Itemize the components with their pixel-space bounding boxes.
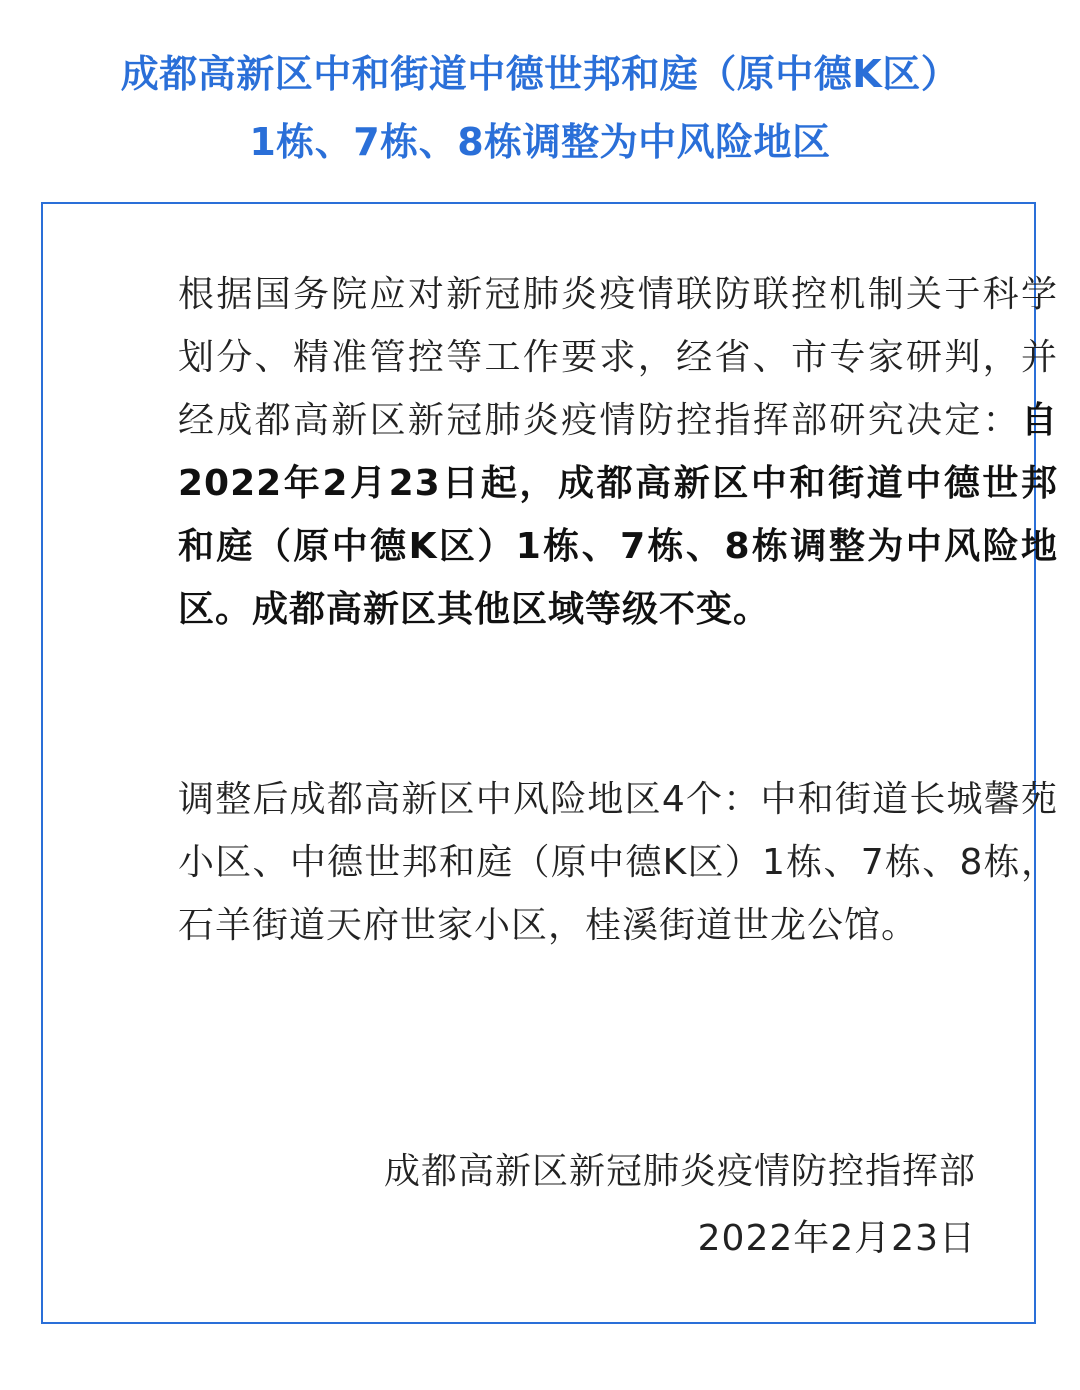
signature-organization: 成都高新区新冠肺炎疫情防控指挥部 [383, 1151, 976, 1192]
paragraph-1-intro: 根据国务院应对新冠肺炎疫情联防联控机制关于科学划分、精准管控等工作要求，经省、市专家研判，并经成都高新区新冠肺炎疫情防控指挥部研究决定： [178, 274, 1058, 441]
paragraph-1-highlight: 自2022年2月23日起，成都高新区中和街道中德世邦和庭（原中德K区）1栋、7栋、8栋调整为中风险地区。成都高新区其他区域等级不变。 [178, 400, 1058, 630]
notice-paragraph-1 [98, 263, 1058, 641]
title-line-2: 1栋、7栋、8栋调整为中风险地区 [249, 120, 831, 164]
signature-date: 2022年2月23日 [697, 1218, 976, 1259]
title-line-1: 成都高新区中和街道中德世邦和庭（原中德K区） [120, 52, 960, 96]
page-title [0, 40, 1080, 176]
notice-paragraph-2: 调整后成都高新区中风险地区4个：中和街道长城馨苑小区、中德世邦和庭（原中德K区）1栋、7栋、8栋，石羊街道天府世家小区，桂溪街道世龙公馆。 [178, 779, 1058, 946]
